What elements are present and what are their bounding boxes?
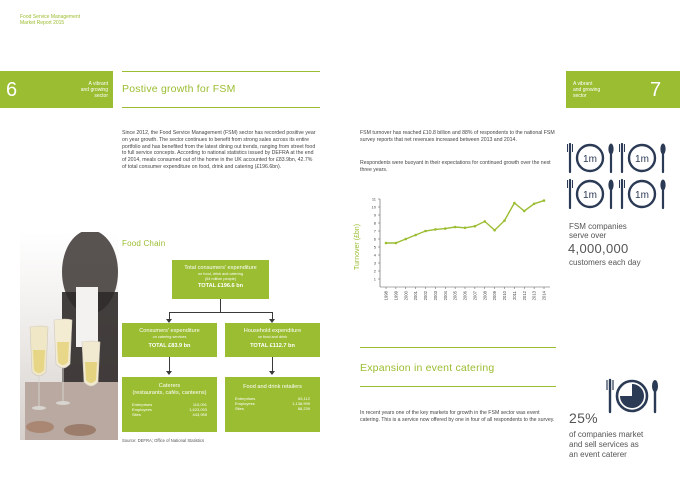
arrow-split-line	[169, 312, 272, 313]
chart-x-tick-label: 2013	[531, 291, 537, 301]
plate-icon	[620, 144, 666, 173]
chart-y-tick-label: 3	[373, 260, 376, 266]
chart-data-point	[474, 225, 477, 228]
catering-photo	[20, 232, 118, 440]
caterers-row: Sites 443,955	[132, 412, 207, 417]
caterers-row: Enterprises 110,091	[132, 402, 207, 407]
household-expenditure-box	[225, 323, 320, 357]
report-header-line2: Market Report 2015	[20, 20, 65, 26]
arrow-head-caterers	[166, 371, 172, 375]
expansion-sub3: an event caterer	[569, 450, 627, 459]
retailers-row: Sites 88,239	[235, 406, 310, 411]
chart-data-point	[454, 226, 457, 229]
caterers-row: Employees 1,623,093	[132, 407, 207, 412]
report-header	[20, 14, 80, 26]
chart-data-point	[424, 230, 427, 233]
chart-series-line	[386, 201, 544, 243]
companies-big-number: 4,000,000	[568, 241, 629, 256]
consumers-expenditure-title: Consumers' expenditure	[139, 328, 200, 334]
chart-y-tick-label: 4	[373, 252, 376, 258]
chart-y-tick-label: 9	[373, 212, 376, 218]
companies-line1: FSM companies	[569, 222, 627, 231]
chart-x-tick-label: 2010	[502, 291, 507, 301]
plate-label: 1m	[635, 154, 649, 165]
total-expenditure-title: Total consumers' expenditure	[184, 265, 257, 271]
plate-label: 1m	[583, 190, 597, 201]
consumers-expenditure-box	[122, 323, 217, 357]
chart-y-label: Turnover (£bn)	[354, 223, 361, 270]
chart-data-point	[493, 229, 496, 232]
title-top-rule	[122, 71, 320, 72]
plate-icon	[568, 180, 614, 209]
left-page-number: 6	[6, 79, 18, 101]
page-title: Postive growth for FSM	[122, 83, 236, 95]
chart-data-point	[513, 202, 516, 205]
chart-x-tick-label: 2001	[413, 291, 419, 301]
household-expenditure-title: Household expenditure	[243, 328, 302, 334]
chart-y-tick-label: 1	[373, 276, 376, 282]
plate-icons-grid	[566, 140, 670, 212]
chart-x-tick-label: 2005	[452, 291, 458, 301]
caterers-title: Caterers	[158, 383, 181, 389]
consumers-expenditure-sub: on catering services	[152, 335, 187, 339]
chart-data-point	[444, 227, 447, 230]
total-expenditure-sub1: on food, drink and catering	[198, 272, 243, 276]
arrow-stem-caterers	[169, 357, 170, 372]
expansion-sub1: of companies market	[569, 430, 644, 439]
expansion-top-rule	[360, 347, 556, 348]
chart-x-tick-label: 2006	[462, 291, 468, 301]
chart-data-point	[503, 219, 506, 222]
plate-label: 1m	[635, 190, 649, 201]
turnover-paragraph-2: Respondents were buoyant in their expectations for continued growth over the next three years.	[360, 160, 551, 173]
retailers-row: Enterprises 63,112	[235, 396, 310, 401]
chart-x-tick-label: 2007	[472, 291, 478, 301]
chart-data-point	[395, 242, 398, 245]
chart-x-tick-label: 2008	[482, 291, 488, 301]
plate-icon	[620, 180, 666, 209]
left-page-band	[0, 71, 113, 108]
chart-y-tick-label: 10	[371, 204, 376, 210]
turnover-paragraph-1: FSM turnover has reached £10.8 billion and 88% of respondents to the national FSM survey reports that net revenues increased between 2013 and 2014.	[360, 130, 555, 143]
chart-x-tick-label: 2014	[541, 291, 547, 301]
chart-data-point	[523, 210, 526, 213]
retailers-box	[225, 377, 320, 432]
chart-data-point	[434, 228, 437, 231]
chart-y-tick-label: 5	[373, 244, 376, 250]
expansion-title: Expansion in event catering	[360, 362, 495, 374]
left-section-label: A vibrant and growing sector	[80, 81, 108, 99]
chart-data-point	[543, 199, 546, 202]
arrow-stem-retailers	[272, 357, 273, 372]
household-expenditure-sub: on food and drink	[257, 335, 288, 339]
total-expenditure-value: TOTAL £196.6 bn	[197, 283, 244, 290]
chart-x-tick-label: 2012	[521, 291, 527, 301]
total-expenditure-sub2: (64 million people)	[204, 276, 237, 281]
food-chain-title: Food Chain	[122, 239, 166, 248]
expansion-paragraph: In recent years one of the key markets for growth in the FSM sector was event catering. This is a service now offered by one in four of all respondents to the survey.	[360, 410, 555, 423]
chart-data-point	[385, 242, 388, 245]
caterers-box	[122, 377, 217, 432]
report-header-line1: Food Service Management	[20, 14, 81, 20]
turnover-chart	[366, 195, 556, 320]
chart-data-point	[464, 227, 467, 230]
retailers-title: Food and drink retailers	[243, 384, 302, 390]
intro-paragraph: Since 2012, the Food Service Management (FSM) sector has recorded positive year on year growth. The sector continues to benefit from strong sales across its entire portfolio and has benefited from the latest dining out trends, ranging from street food to full service concepts. According to national statistics issued by DEFRA at the end of 2014, meals consumed out of the home in the UK accounted for £83.9bn, 42.7% of total consumer expenditure on food, drink and catering (£196.6bn).	[122, 130, 316, 170]
chart-y-tick-label: 6	[373, 236, 376, 242]
chart-data-point	[414, 234, 417, 237]
chart-x-tick-label: 2009	[492, 291, 498, 301]
caterers-subtitle: (restaurants, cafés, canteens)	[132, 390, 207, 396]
right-section-label: A vibrant and growing sector	[573, 81, 601, 99]
chart-x-tick-label: 2004	[442, 291, 448, 301]
food-chain-source: Source: DEFRA; Office of National Statistics	[122, 438, 205, 443]
chart-x-tick-label: 2003	[432, 291, 438, 301]
companies-line2: serve over	[569, 231, 607, 240]
chart-data-point	[404, 238, 407, 241]
arrow-head-retailers	[269, 371, 275, 375]
arrow-stem-main	[220, 299, 221, 312]
pie-plate-icon	[606, 376, 662, 416]
plate-label: 1m	[583, 154, 597, 165]
chart-data-point	[533, 203, 536, 206]
chart-y-tick-label: 7	[373, 228, 376, 234]
total-expenditure-box	[172, 260, 269, 299]
companies-line3: customers each day	[569, 258, 641, 267]
expansion-bottom-rule	[360, 386, 556, 387]
chart-y-tick-label: 2	[373, 268, 376, 274]
household-expenditure-value: TOTAL £112.7 bn	[250, 342, 295, 349]
plate-icon	[568, 144, 614, 173]
right-page-number: 7	[650, 79, 662, 101]
chart-x-tick-label: 2011	[511, 291, 517, 301]
chart-x-tick-label: 2000	[403, 291, 409, 301]
consumers-expenditure-value: TOTAL £83.9 bn	[148, 342, 191, 349]
retailers-row: Employees 1,138,999	[235, 401, 310, 406]
chart-x-tick-label: 2002	[423, 291, 428, 301]
chart-y-tick-label: 11	[371, 196, 376, 202]
chart-x-tick-label: 1999	[393, 291, 399, 301]
chart-data-point	[483, 220, 486, 223]
chart-y-tick-label: 8	[373, 220, 376, 226]
title-bottom-rule	[122, 107, 320, 108]
chart-x-tick-label: 1998	[383, 291, 389, 301]
expansion-percent: 25%	[569, 410, 598, 426]
champagne-glasses-image	[20, 232, 118, 440]
expansion-sub2: and sell services as	[569, 440, 639, 449]
right-page-band	[566, 71, 680, 108]
